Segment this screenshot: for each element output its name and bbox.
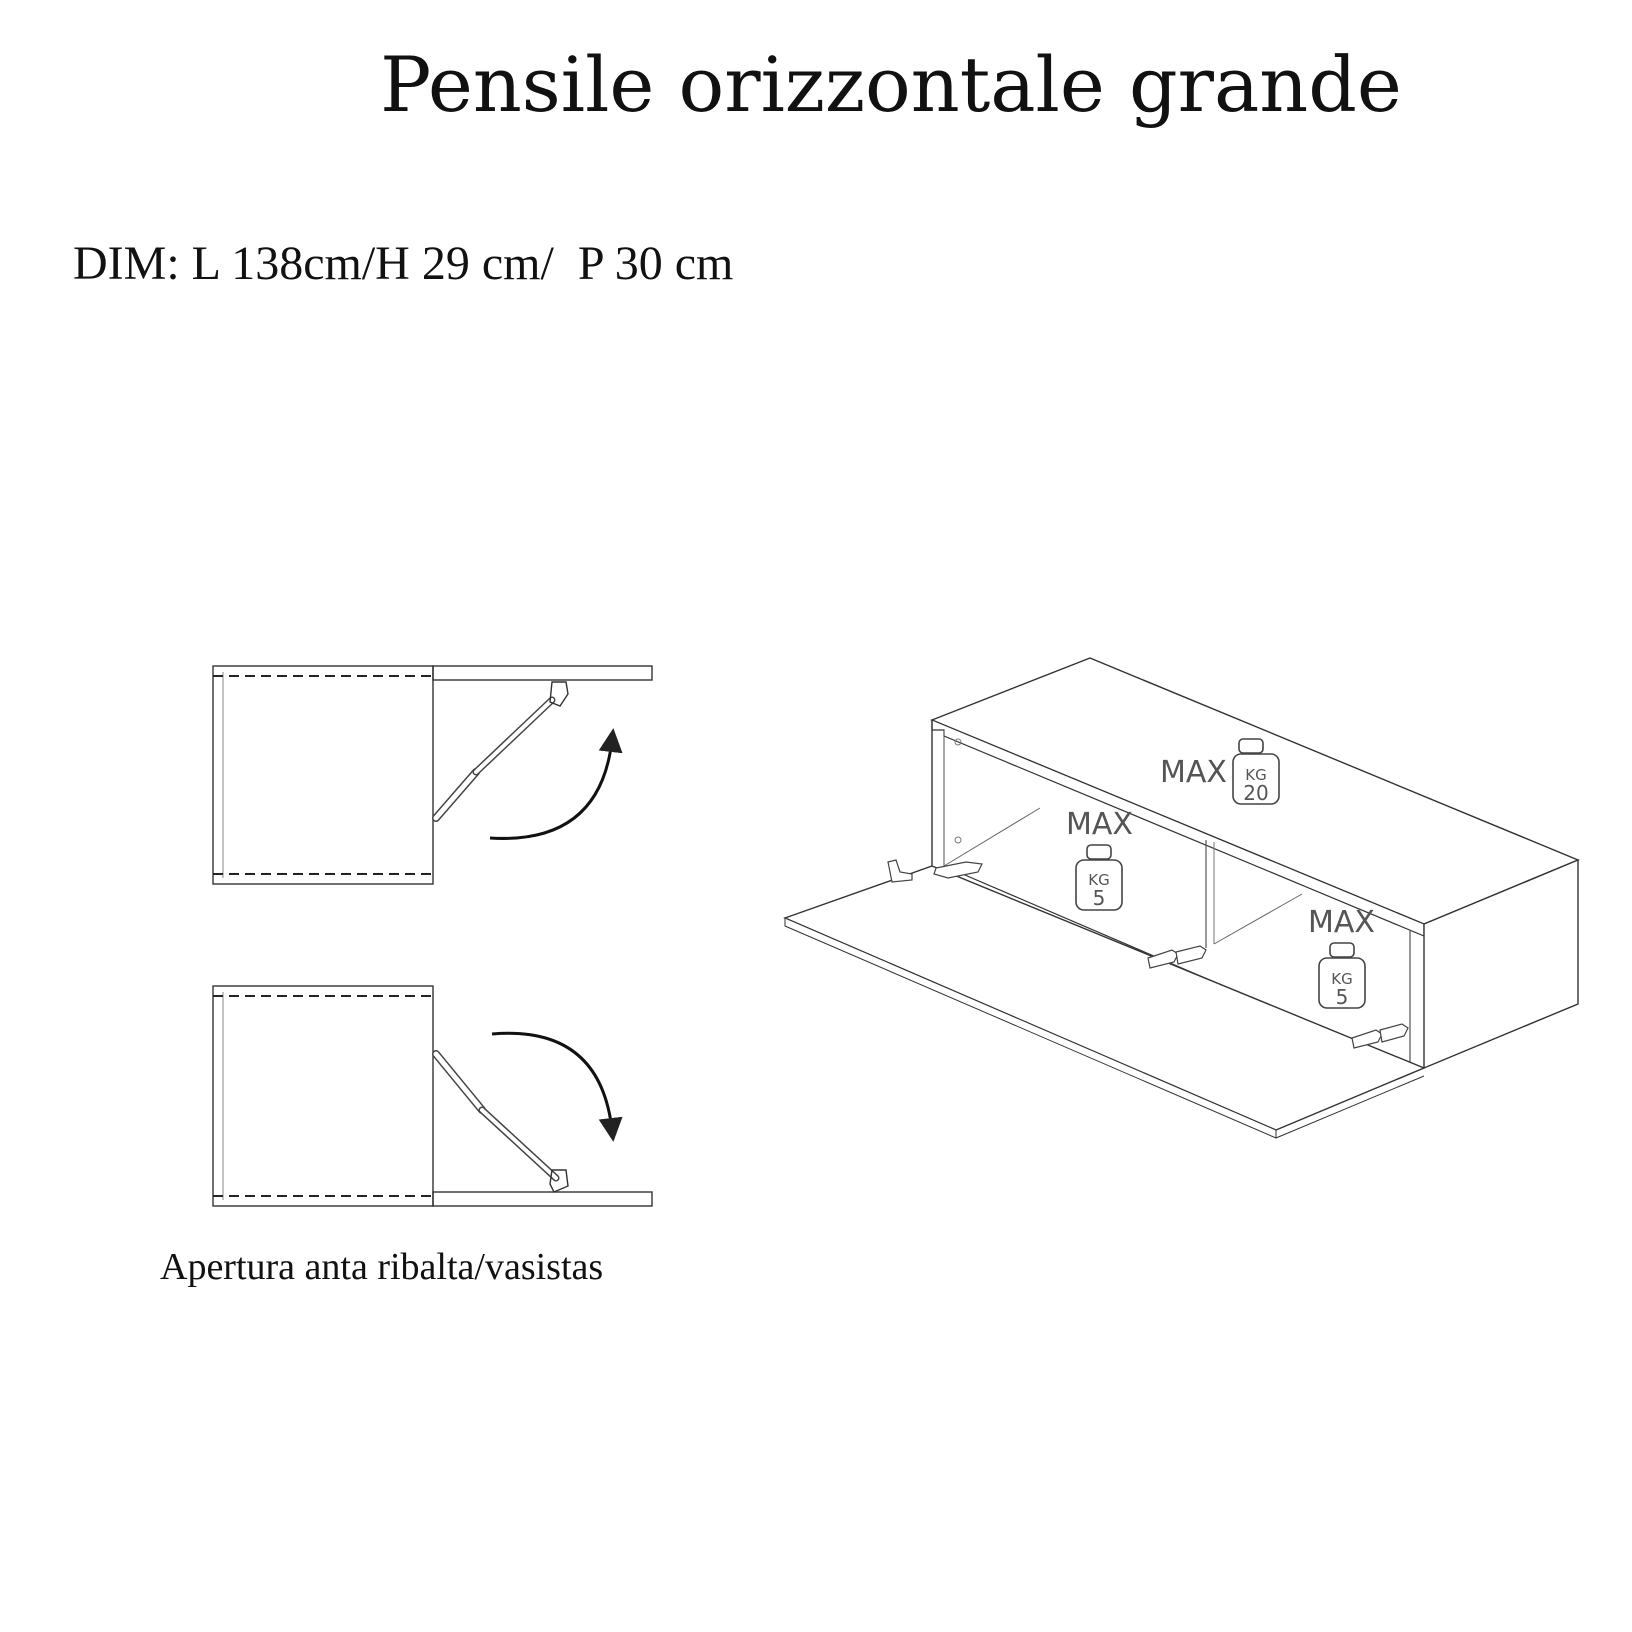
kg-value: 5: [1335, 985, 1349, 1009]
max-label: MAX: [1160, 755, 1227, 790]
open-arrow-icon: [490, 740, 612, 838]
kg-label: KG: [1088, 871, 1110, 889]
close-arrow-icon: [492, 1033, 612, 1130]
kg-value: 20: [1243, 781, 1269, 805]
open-flap-panel: [433, 666, 652, 680]
max-label: MAX: [1308, 905, 1375, 940]
side-view-close-diagram: [213, 986, 652, 1206]
cabinet-side-outline: [213, 986, 433, 1206]
kg-label: KG: [1331, 970, 1353, 988]
kg-value: 5: [1092, 886, 1106, 910]
closed-flap-panel: [433, 1192, 652, 1206]
page-title: Pensile orizzontale grande: [380, 40, 1402, 129]
dimensions-text: DIM: L 138cm/H 29 cm/ P 30 cm: [73, 237, 734, 290]
kg-label: KG: [1245, 766, 1267, 784]
opening-caption: Apertura anta ribalta/vasistas: [160, 1246, 604, 1288]
max-label: MAX: [1066, 807, 1133, 842]
piston-bracket: [550, 682, 568, 706]
cabinet-side-outline: [213, 666, 433, 884]
isometric-cabinet: [785, 658, 1578, 1138]
weight-right: [1308, 905, 1375, 1009]
side-view-open-diagram: [213, 666, 652, 884]
weight-left: [1066, 807, 1133, 910]
